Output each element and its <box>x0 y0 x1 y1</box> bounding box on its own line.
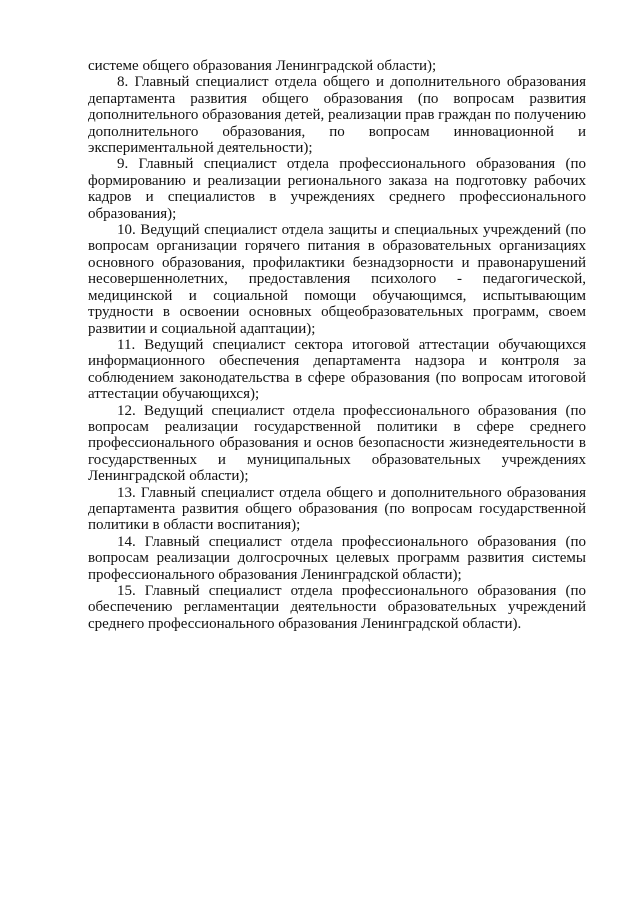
paragraph-item-15: 15. Главный специалист отдела профессионального образования (по обеспечению регламентации деятельности образовательных учреждений среднего профессионального образования Ленинградской области). <box>88 583 586 632</box>
paragraph-item-10: 10. Ведущий специалист отдела защиты и специальных учреждений (по вопросам организации горячего питания в образовательных организациях основного образования, профилактики безнадзорности и правонарушений несовершеннолетних, предоставления психолого - педагогической, медицинской и социальной помощи обучающимся, испытывающим трудности в освоении основных общеобразовательных программ, своем развитии и социальной адаптации); <box>88 222 586 337</box>
paragraph-item-12: 12. Ведущий специалист отдела профессионального образования (по вопросам реализации государственной политики в сфере среднего профессионального образования и основ безопасности жизнедеятельности в государственных и муниципальных образовательных учреждениях Ленинградской области); <box>88 402 586 485</box>
paragraph-item-11: 11. Ведущий специалист сектора итоговой аттестации обучающихся информационного обеспечения департамента надзора и контроля за соблюдением законодательства в сфере образования (по вопросам итоговой аттестации обучающихся); <box>88 336 586 403</box>
paragraph-item-13: 13. Главный специалист отдела общего и дополнительного образования департамента развития общего образования (по вопросам государственной политики в области воспитания); <box>88 484 586 534</box>
document-body <box>88 58 586 632</box>
paragraph-item-14: 14. Главный специалист отдела профессионального образования (по вопросам реализации долгосрочных целевых программ развития системы профессионального образования Ленинградской области); <box>88 533 586 583</box>
paragraph-item-8: 8. Главный специалист отдела общего и дополнительного образования департамента развития общего образования (по вопросам развития дополнительного образования детей, реализации прав граждан по получению дополнительного образования, по вопросам инновационной и экспериментальной деятельности); <box>88 74 586 157</box>
paragraph-item-9: 9. Главный специалист отдела профессионального образования (по формированию и реализации регионального заказа на подготовку рабочих кадров и специалистов в учреждениях среднего профессионального образования); <box>88 156 586 222</box>
paragraph-continuation: системе общего образования Ленинградской области); <box>88 58 437 74</box>
